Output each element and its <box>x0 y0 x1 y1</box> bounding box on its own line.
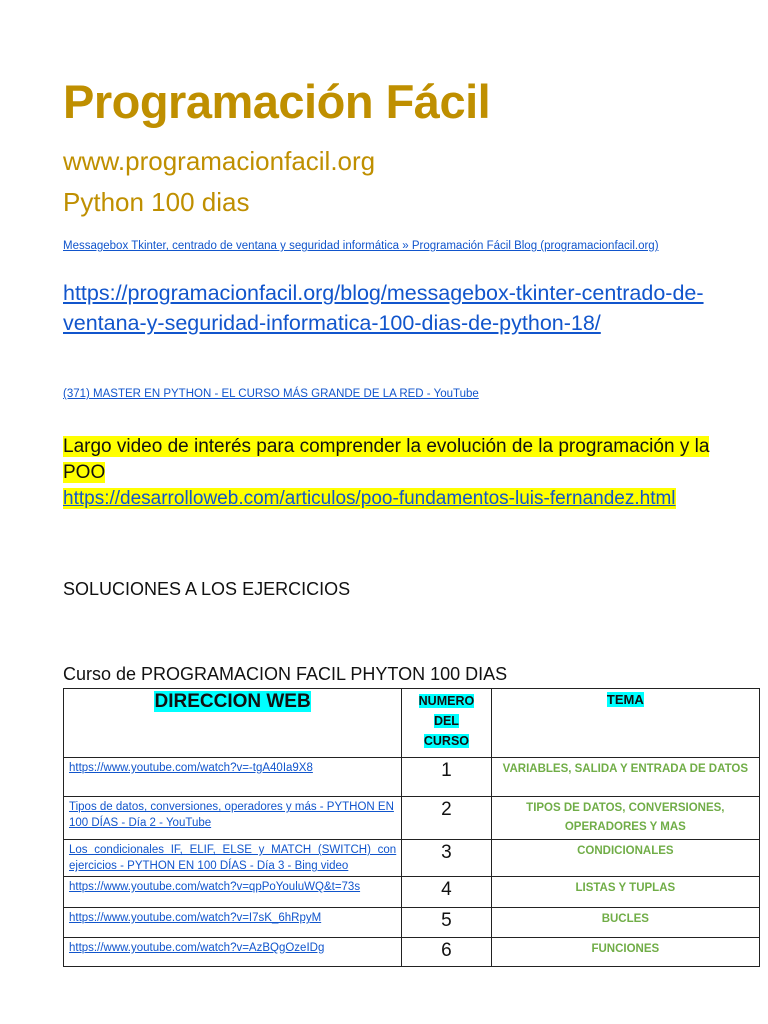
table-row <box>64 797 760 840</box>
course-number: 5 <box>402 908 491 938</box>
course-number: 6 <box>402 938 491 967</box>
table-row <box>64 877 760 908</box>
youtube-master-link[interactable]: (371) MASTER EN PYTHON - EL CURSO MÁS GRANDE DE LA RED - YouTube <box>63 388 479 400</box>
course-link[interactable]: https://www.youtube.com/watch?v=AzBQgOzeIDg <box>69 942 325 954</box>
solutions-heading: SOLUCIONES A LOS EJERCICIOS <box>63 579 351 599</box>
course-link[interactable]: Los condicionales IF, ELIF, ELSE y MATCH (SWITCH) con ejercicios - PYTHON EN 100 DÍAS - Día 3 - Bing video <box>69 844 397 872</box>
course-topic: FUNCIONES <box>491 938 759 967</box>
course-number: 4 <box>402 877 491 908</box>
table-row <box>64 938 760 967</box>
highlight-block <box>63 434 743 512</box>
courses-table <box>63 688 760 967</box>
course-link[interactable]: https://www.youtube.com/watch?v=qpPoYouluWQ&t=73s <box>69 881 361 893</box>
table-row <box>64 758 760 797</box>
course-topic: LISTAS Y TUPLAS <box>491 877 759 908</box>
course-topic: CONDICIONALES <box>491 840 759 877</box>
poo-article-link[interactable]: https://desarrolloweb.com/articulos/poo-fundamentos-luis-fernandez.html <box>63 488 676 509</box>
course-link[interactable]: Tipos de datos, conversiones, operadores y más - PYTHON EN 100 DÍAS - Día 2 - YouTube <box>69 801 394 829</box>
site-url-text: www.programacionfacil.org <box>63 146 376 176</box>
page-title: Programación Fácil <box>63 75 491 128</box>
course-topic: VARIABLES, SALIDA Y ENTRADA DE DATOS <box>491 758 759 797</box>
course-link[interactable]: https://www.youtube.com/watch?v=I7sK_6hRpyM <box>69 912 322 924</box>
course-number: 3 <box>402 840 491 877</box>
course-subtitle: Python 100 dias <box>63 187 250 217</box>
highlight-text: Largo video de interés para comprender la evolución de la programación y la POO <box>63 436 710 483</box>
header-web: DIRECCION WEB <box>64 689 402 758</box>
course-number: 2 <box>402 797 491 840</box>
table-row <box>64 840 760 877</box>
course-topic: BUCLES <box>491 908 759 938</box>
course-number: 1 <box>402 758 491 797</box>
course-topic: TIPOS DE DATOS, CONVERSIONES, OPERADORES Y MAS <box>491 797 759 840</box>
header-tema: TEMA <box>491 689 759 758</box>
course-link[interactable]: https://www.youtube.com/watch?v=-tgA40Ia9X8 <box>69 762 313 774</box>
blog-link-full[interactable]: https://programacionfacil.org/blog/messagebox-tkinter-centrado-de-ventana-y-seguridad-informatica-100-dias-de-python-18/ <box>63 281 704 335</box>
header-num: NUMERO DEL CURSO <box>402 689 491 758</box>
blog-link-small[interactable]: Messagebox Tkinter, centrado de ventana y seguridad informática » Programación Fácil Blog (programacionfacil.org) <box>63 240 659 252</box>
table-header-row <box>64 689 760 758</box>
table-caption: Curso de PROGRAMACION FACIL PHYTON 100 DIAS <box>63 664 508 684</box>
table-row <box>64 908 760 938</box>
